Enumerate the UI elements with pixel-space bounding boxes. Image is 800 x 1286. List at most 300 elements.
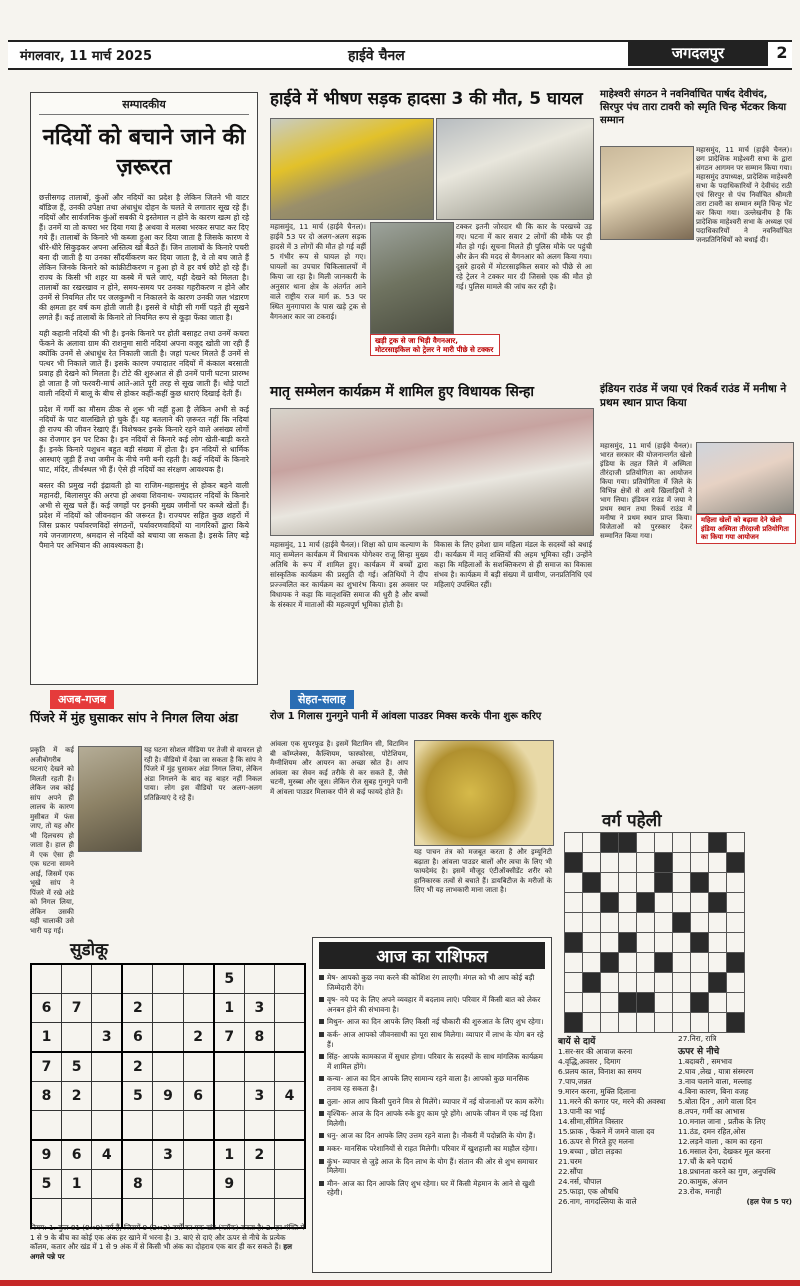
crossword-cell[interactable]: [619, 1013, 637, 1033]
crossword-cell[interactable]: [565, 953, 583, 973]
event-title: मातृ सम्मेलन कार्यक्रम में शामिल हुए विधायक सिन्हा: [270, 384, 535, 400]
sudoku-cell[interactable]: 2: [244, 1140, 274, 1170]
maheshwari-story: [600, 88, 792, 376]
crossword-cell[interactable]: [637, 913, 655, 933]
sudoku-cell[interactable]: [214, 1082, 245, 1111]
bottom-rule: [0, 1280, 800, 1286]
page-number: 2: [776, 43, 788, 62]
crossword-cell[interactable]: [673, 953, 691, 973]
crossword-clue: 24.नर्स, चौपाल: [558, 1177, 602, 1186]
sudoku-cell[interactable]: 1: [214, 1140, 245, 1170]
crossword-row: [565, 1013, 745, 1033]
sudoku-cell[interactable]: 8: [122, 1170, 153, 1199]
crossword-cell[interactable]: [655, 833, 673, 853]
crossword-cell[interactable]: [727, 893, 745, 913]
health-title: रोज 1 गिलास गुनगुने पानी में आंवला पाउडर मिक्स करके पीना शुरू करिए: [270, 711, 542, 722]
crossword-cell[interactable]: [619, 853, 637, 873]
sudoku-cell[interactable]: 8: [244, 1023, 274, 1053]
sudoku-row: [31, 994, 305, 1023]
paper-name: हाईवे चैनल: [348, 48, 405, 64]
sudoku-cell[interactable]: 9: [214, 1170, 245, 1199]
crossword-cell[interactable]: [601, 1013, 619, 1033]
sudoku-row: [31, 1023, 305, 1053]
event-photo: [270, 408, 594, 536]
crossword-cell[interactable]: [673, 993, 691, 1013]
crossword-clue: 15.फ्राक , फेंकने में जमने वाला दव: [558, 1127, 655, 1136]
crossword-clue: 3.नाव चलाने वाला, मल्लाह: [678, 1077, 752, 1086]
crossword-clue: 5.बोता दिन , आगे वाला दिन: [678, 1097, 756, 1106]
rashifal-item: मिथुन- आज का दिन आपके लिए किसी नई चौकारी की शुरुआत के लिए शुभ रहेगा।: [319, 1017, 545, 1027]
sudoku-row: [31, 1111, 305, 1141]
sudoku-cell[interactable]: 5: [31, 1170, 62, 1199]
crossword-cell[interactable]: [727, 933, 745, 953]
crossword-clue: 1.सर-सर की आवाज करना: [558, 1047, 633, 1056]
sudoku-grid: [30, 963, 306, 1229]
crossword-cell[interactable]: [637, 853, 655, 873]
crossword-cell[interactable]: [673, 833, 691, 853]
archery-story: [600, 382, 792, 682]
sudoku-cell[interactable]: 4: [274, 1082, 305, 1111]
lead-body: महासमुंद, 11 मार्च (हाईवे चैनल)। हाईवे 53 पर दो अलग-अलग सड़क हादसे में 3 लोगों की मौत हो गई वहीं 5 गंभीर रूप से घायल हो गए। घायलों का उपचार चिकित्सालयों में किया जा रहा है। मिली जानकारी के अनुसार थाना क्षेत्र के अंतर्गत आने वाले राष्ट्रीय राज मार्ग क्र. 53 पर स्थित मुनगापारा के पास खड़े ट्रक से वैगनआर कार जा टकराई।: [270, 222, 366, 321]
crossword-row: [565, 993, 745, 1013]
rashifal-item: मीन- आज का दिन आपके लिए शुभ रहेगा। घर में किसी मेहमान के आने से खुशी रहेगी।: [319, 1179, 545, 1198]
crossword-cell[interactable]: [655, 993, 673, 1013]
lead-photo-car: [370, 222, 454, 334]
sudoku-cell[interactable]: [183, 1111, 214, 1141]
crossword-cell[interactable]: [655, 893, 673, 913]
crossword-block: [655, 873, 673, 893]
crossword-clues-right: [678, 1034, 792, 1207]
crossword-block: [565, 933, 583, 953]
city-name: जगदलपुर: [628, 40, 768, 66]
sudoku-cell[interactable]: [92, 1052, 123, 1082]
crossword-clue: 4.वृद्धि,अवसर , दिमाग: [558, 1057, 621, 1066]
crossword-block: [709, 893, 727, 913]
crossword-cell[interactable]: [583, 893, 601, 913]
crossword-cell[interactable]: [691, 953, 709, 973]
crossword-cell[interactable]: [655, 933, 673, 953]
crossword-block: [637, 993, 655, 1013]
sudoku-cell[interactable]: [153, 1023, 183, 1053]
sudoku-cell[interactable]: 5: [214, 964, 245, 994]
crossword-block: [619, 833, 637, 853]
crossword-cell[interactable]: [655, 913, 673, 933]
editorial-body: छत्तीसगढ़ तालाबों, कुंओं और नदियों का प्रदेश है लेकिन जितने भी वाटर बॉडिज हैं, उनकी उपेक्षा तथा अंधाधुंध दोहन के चलते ये लगातार सूख रहे हैं। नदियों और सार्वजनिक कुंओं सबकी ये इस्तेमाल न होने के कारण खत्म हो रहे हैं। उनमें या तो कचरा भर दिया गया है अथवा वे मलबा भरकर सपाट कर दिए गये हैं। तालाबों के किनारे भी कब्जा हुआ कर दिया जाता है जिसके कारण वे धीरे-धीरे सिकुड़कर अपना अस्तित्व खो बैठते हैं। जिन तालाबों के किनारे पचरी बना दी जाती है या उनका सौंदर्यीकरण कर दिया जाता है, वे तो बच जाते हैं लेकिन जिनके किनारे को कांक्रीटीकरण न हुआ हो वे हर वर्ष छोटे हो रहे हैं। राज्य के किसी भी शहर या कस्बे में चले जाएं, यही देखने को मिलता है। तालाबों का रखरखाव न होने, समय-समय पर उनका गहरीकरण न होने और उनमें से नियमित तौर पर जलकुम्भी न निकालने के कारण उनकी जल भंडारण की क्षमता हर वर्ष कम होती जाती है। इससे वे थोड़ी सी गर्मी पड़ते ही सूखने लगते हैं। कई तालाबों के किनारे तो नियमित रूप से कूड़ा फेंका जाता है।: [39, 193, 249, 322]
crossword-clue: 11.मरने की कगार पर, मरने की अवस्था: [558, 1097, 666, 1106]
editorial-title: नदियों को बचाने जाने की ज़रूरत: [42, 125, 246, 180]
crossword-clue: 7.पाप,जन्नत: [558, 1077, 592, 1086]
crossword-cell[interactable]: [673, 893, 691, 913]
crossword-cell[interactable]: [709, 933, 727, 953]
sudoku-cell[interactable]: [183, 1170, 214, 1199]
crossword-cell[interactable]: [727, 973, 745, 993]
crossword-clue: 16.मसाल देना, देखकर मूल करना: [678, 1147, 771, 1156]
sudoku-cell[interactable]: [244, 964, 274, 994]
crossword-cell[interactable]: [565, 833, 583, 853]
rashifal-panel: [312, 937, 552, 1273]
crossword-cell[interactable]: [673, 933, 691, 953]
crossword-cell[interactable]: [709, 853, 727, 873]
crossword-clue: 8.तपन, गर्मी का आभास: [678, 1107, 745, 1116]
sudoku-cell[interactable]: [183, 1052, 214, 1082]
sudoku-cell[interactable]: [274, 1111, 305, 1141]
crossword-cell[interactable]: [601, 913, 619, 933]
sudoku-cell[interactable]: [31, 1111, 62, 1141]
bullet-icon: [319, 1159, 324, 1164]
crossword-block: [637, 893, 655, 913]
rashifal-item: सिंह- आपके कामकाज में सुधार होगा। परिवार के सदस्यों के साथ मांगलिक कार्यक्रम में शामिल होंगे।: [319, 1052, 545, 1071]
crossword-row: [565, 833, 745, 853]
sudoku-panel: [30, 937, 306, 1275]
sudoku-cell[interactable]: 9: [153, 1082, 183, 1111]
editorial-body-4: बस्तर की प्रमुख नदी इंद्रावती हो या राजिम-महासमुंद से होकर बहने वाली महानदी, बिलासपुर की अरपा हो अथवा शिवनाथ- ज्यादातर नदियों के किनारे अभी से सूख चले हैं। कई जगहों पर इनकी मुख्य जमीनों पर कब्जे खेतों हैं। प्रदेश में नदियों को जीवनदान की जरूरत है। राज्यपर सहित कुछ शहरों में जिस प्रकार पर्यावरणविदों संगठनों, पर्यावरणवादियों या नागरिकों द्वारा किये गये जनजागरण, श्रमदान से नदियों को बचाया जा सकता है। इसके लिए बड़े पैमाने पर अभियान की आवश्यकता है।: [39, 481, 249, 550]
crossword-left-heading: बायें से दायें: [558, 1037, 596, 1047]
crossword-cell[interactable]: [601, 973, 619, 993]
sudoku-cell[interactable]: [153, 1052, 183, 1082]
bullet-icon: [319, 1099, 324, 1104]
crossword-clue: 9.मारन करना, मुक्ति दिलाना: [558, 1087, 636, 1096]
crossword-row: [565, 913, 745, 933]
sudoku-cell[interactable]: [92, 1170, 123, 1199]
crossword-panel: [558, 808, 792, 1274]
maheshwari-title: माहेश्वरी संगठन ने नवनिर्वाचित पार्षद देवीचंद, सिरपुर पंच तारा टावरी को स्मृति चिन्ह भेंटकर किया सम्मान: [600, 89, 787, 126]
ajab-gajab-story: [30, 690, 262, 935]
bullet-icon: [319, 1133, 324, 1138]
crossword-block: [601, 953, 619, 973]
lead-body-2: टक्कर इतनी जोरदार थी कि कार के परखच्चे उड़ गए। घटना में कार सवार 2 लोगों की मौके पर ही मौत हो गई। सूचना मिलते ही पुलिस मौके पर पहुंची और क्रेन की मदद से वैगनआर को अलग किया गया। दूसरे हादसे में मोटरसाइकिल सवार को पीछे से आ रहे ट्रेलर ने टक्कर मार दी जिससे एक की मौत हो गई। पुलिस मामले की जांच कर रही है।: [456, 222, 592, 291]
crossword-cell[interactable]: [637, 833, 655, 853]
crossword-block: [691, 993, 709, 1013]
sudoku-cell[interactable]: 6: [122, 1023, 153, 1053]
sudoku-title: सुडोकू: [70, 940, 109, 960]
sudoku-cell[interactable]: [122, 1111, 153, 1141]
crossword-cell[interactable]: [583, 933, 601, 953]
lead-caption: खड़ी ट्रक से जा भिड़ी वैगनआर, मोटरसाइकिल को ट्रेलर ने मारी पीछे से टक्कर: [370, 334, 500, 356]
crossword-clue: 19.बच्चा , छोटा लड़का: [558, 1147, 623, 1156]
crossword-cell[interactable]: [637, 933, 655, 953]
crossword-clue: 2.घाव ,लेख , यात्रा संस्मरण: [678, 1067, 754, 1076]
sudoku-cell[interactable]: [274, 1140, 305, 1170]
sudoku-cell[interactable]: [153, 964, 183, 994]
sudoku-cell[interactable]: 5: [122, 1082, 153, 1111]
bullet-icon: [319, 1032, 324, 1037]
sudoku-cell[interactable]: [92, 994, 123, 1023]
crossword-cell[interactable]: [565, 973, 583, 993]
crossword-cell[interactable]: [583, 853, 601, 873]
ajab-gajab-tag: अजब-गजब: [50, 690, 114, 709]
crossword-clue: 14.सीमा,सीमित विस्तार: [558, 1117, 624, 1126]
crossword-block: [691, 873, 709, 893]
ajab-gajab-title: पिंजरे में मुंह घुसाकर सांप ने निगल लिया अंडा: [30, 710, 239, 725]
sudoku-row: [31, 1170, 305, 1199]
crossword-row: [565, 873, 745, 893]
crossword-cell[interactable]: [583, 953, 601, 973]
sudoku-cell[interactable]: 3: [153, 1140, 183, 1170]
rashifal-item: कन्या- आज का दिन आपके लिए सामान्य रहने वाला है। आपको कुछ मानसिक तनाव रह सकता है।: [319, 1074, 545, 1093]
sudoku-cell[interactable]: [92, 1111, 123, 1141]
bullet-icon: [319, 1054, 324, 1059]
bullet-icon: [319, 1146, 324, 1151]
sudoku-cell[interactable]: 1: [31, 1023, 62, 1053]
health-photo: [414, 740, 554, 846]
crossword-cell[interactable]: [709, 873, 727, 893]
crossword-title: वर्ग पहेली: [602, 811, 662, 831]
crossword-block: [727, 853, 745, 873]
crossword-row: [565, 933, 745, 953]
sudoku-cell[interactable]: [122, 964, 153, 994]
crossword-cell[interactable]: [691, 853, 709, 873]
crossword-cell[interactable]: [583, 1013, 601, 1033]
sudoku-row: [31, 1082, 305, 1111]
sudoku-rules: नियम: 1. कुल 81 (9×9) वर्ग हैं, जिसमें 9 (3×3) वर्गों का एक खंड (ब्लॉक) बनता है। 2. हर पंक्ति में 1 से 9 के बीच का कोई एक अंक हर खाने में भरना है। 3. बाएं से दाएं और ऊपर से नीचे के प्रत्येक कॉलम, कतार और खंड में 1 से 9 अंक में से किसी भी अंक का दोहराव एक बार ही कर सकते हैं।: [30, 1223, 305, 1251]
crossword-cell[interactable]: [673, 973, 691, 993]
health-body: आंवला एक सुपरफूड है। इसमें विटामिन सी, विटामिन बी कॉम्प्लेक्स, कैल्शियम, फास्फोरस, पोटेशियम, मैग्नीशियम और आयरन का अच्छा स्रोत है। आप आंवला का सेवन कई तरीके से कर सकते हैं, जैसे चटनी, मुरब्बा और जूस। लेकिन रोज सुबह गुनगुने पानी में आंवला पाउडर मिलाकर पीने से कई फायदे होते हैं।: [270, 740, 408, 796]
crossword-cell[interactable]: [727, 913, 745, 933]
crossword-cell[interactable]: [691, 833, 709, 853]
sudoku-cell[interactable]: 6: [62, 1140, 92, 1170]
sudoku-cell[interactable]: 2: [122, 994, 153, 1023]
crossword-cell[interactable]: [565, 893, 583, 913]
crossword-block: [655, 853, 673, 873]
sudoku-cell[interactable]: 2: [122, 1052, 153, 1082]
lead-photo-crane: [270, 118, 434, 220]
crossword-cell[interactable]: [709, 913, 727, 933]
editorial-body-2: यही कहानी नदियों की भी है। इनके किनारे पर होती बसाहट तथा उनमें कचरा फेंकने के अलावा ग्राम की राशनुमा सारी नदियां अपना वजूद खोती जा रही हैं क्योंकि उनमें से अंधाधुंध रेत निकाली जाती है। जहां पत्थर मिलते हैं उनमें से पत्थर भी निकाले जाते हैं। इसके कारण ज्यादातर नदियों में कंकाल बरसाती प्रवाह ही देखने को मिलता है। टोटे की शुरुआत से ही उनमें पानी घटना प्रारम्भ हो जाता है जो फरवरी-मार्च आते-आते पूरी तरह से सूख जाती हैं। थोड़े पाटों वाली नदियों में बालू के बीच से होकर कहीं-कहीं कुछ धाराएं दिखाई देती हैं।: [39, 329, 249, 398]
event-body-2: विकास के लिए हमेशा ग्राम महिला मंडल के सदस्यों को बधाई दी। कार्यक्रम में मातृ शक्तियों की अहम भूमिका रही। उन्होंने कहा कि महिलाओं के सशक्तिकरण से ही समाज का विकास संभव है। कार्यक्रम में बड़ी संख्या में ग्रामीण, जनप्रतिनिधि एवं महिलाएं उपस्थित रहीं।: [434, 540, 592, 589]
sudoku-cell[interactable]: 3: [92, 1023, 123, 1053]
crossword-clue: 13.पानी का भाई: [558, 1107, 605, 1116]
sudoku-rules-tail: हल अगले पन्ने पर: [30, 1242, 292, 1261]
rashifal-item: मकर- मानसिक परेशानियों से राहत मिलेगी। परिवार में खुशहाली का माहौल रहेगा।: [319, 1144, 545, 1154]
crossword-cell[interactable]: [601, 933, 619, 953]
crossword-cell[interactable]: [565, 993, 583, 1013]
crossword-cell[interactable]: [727, 993, 745, 1013]
crossword-right-heading: ऊपर से नीचे: [678, 1047, 720, 1057]
crossword-block: [601, 893, 619, 913]
crossword-clue: 21.चरम: [558, 1157, 582, 1166]
sudoku-cell[interactable]: 6: [31, 994, 62, 1023]
crossword-cell[interactable]: [583, 993, 601, 1013]
health-body-2: यह पाचन तंत्र को मजबूत करता है और इम्यूनिटी बढ़ाता है। आंवला पाउडर बालों और त्वचा के लिए भी फायदेमंद है। इसमें मौजूद एंटीऑक्सीडेंट शरीर को हानिकारक तत्वों से बचाते हैं। डायबिटीज के मरीजों के लिए भी यह लाभकारी माना जाता है।: [414, 848, 552, 894]
crossword-clue: 17.चौं के बने पदार्थ: [678, 1157, 733, 1166]
crossword-block: [691, 933, 709, 953]
crossword-block: [709, 973, 727, 993]
sudoku-cell[interactable]: [153, 1170, 183, 1199]
sudoku-cell[interactable]: 3: [244, 1082, 274, 1111]
sudoku-cell[interactable]: [183, 1140, 214, 1170]
sudoku-cell[interactable]: 2: [183, 1023, 214, 1053]
crossword-cell[interactable]: [619, 953, 637, 973]
crossword-cell[interactable]: [637, 953, 655, 973]
bullet-icon: [319, 1181, 324, 1186]
crossword-clue: 18.प्रधानता करने का गुण, अनुपस्थि: [678, 1167, 776, 1176]
health-tag: सेहत-सलाह: [290, 690, 354, 709]
crossword-cell[interactable]: [691, 913, 709, 933]
crossword-row: [565, 973, 745, 993]
crossword-block: [673, 913, 691, 933]
sudoku-cell[interactable]: [244, 1170, 274, 1199]
crossword-left-list: [558, 1047, 674, 1207]
crossword-block: [727, 953, 745, 973]
maheshwari-photo: [600, 146, 694, 240]
crossword-cell[interactable]: [655, 1013, 673, 1033]
sudoku-cell[interactable]: 7: [214, 1023, 245, 1053]
crossword-cell[interactable]: [637, 873, 655, 893]
crossword-row: [565, 853, 745, 873]
sudoku-cell[interactable]: [274, 964, 305, 994]
sudoku-cell[interactable]: 4: [92, 1140, 123, 1170]
crossword-cell[interactable]: [673, 1013, 691, 1033]
crossword-clue: 10.मनाल जाना , प्रतीक के लिए: [678, 1117, 766, 1126]
crossword-clues-left: [558, 1034, 674, 1207]
editorial-body-3: प्रदेश में गर्मी का मौसम ठीक से शुरू भी नहीं हुआ है लेकिन अभी से कई नदियों के पाट वालखिले हो चुके हैं। यह बतलाने की ज़रूरत नहीं कि नदियां ही राज्य की जीवन रेखाएं हैं। विशेषकर इनके किनारे रहने वाले असंख्य लोगों का रोजगार इन पर टिका है। इन नदियों से किनारे कई लोग खेती-बाड़ी करते हैं। इनके किनारे पशुधन बहुत बड़ी संख्या में होता है। इन नदियों से धार्मिक आस्थाएं जुड़ी हैं तथा जमीन के नीचे नमी बनी रहती है। कई नदियों के किनारे घाट, मंदिर, तीर्थस्थल भी हैं। ऐसे ही नदियों का संरक्षण आवश्यक है।: [39, 405, 249, 474]
crossword-cell[interactable]: [601, 993, 619, 1013]
bullet-icon: [319, 1019, 324, 1024]
sudoku-cell[interactable]: [92, 1082, 123, 1111]
crossword-cell[interactable]: [637, 1013, 655, 1033]
crossword-cell[interactable]: [601, 853, 619, 873]
crossword-block: [583, 873, 601, 893]
lead-photo-truck: [436, 118, 594, 220]
sudoku-cell[interactable]: [62, 964, 92, 994]
sudoku-cell[interactable]: [274, 1052, 305, 1082]
crossword-cell[interactable]: [583, 913, 601, 933]
sudoku-cell[interactable]: 8: [31, 1082, 62, 1111]
crossword-clue: 16.ऊपर से गिरते हुए मलना: [558, 1137, 634, 1146]
sudoku-cell[interactable]: 1: [214, 994, 245, 1023]
health-story: [270, 690, 552, 930]
sudoku-cell[interactable]: [244, 1111, 274, 1141]
crossword-block: [619, 993, 637, 1013]
sudoku-cell[interactable]: [183, 994, 214, 1023]
sudoku-rules-block: [30, 1223, 306, 1261]
sudoku-cell[interactable]: [214, 1052, 245, 1082]
sudoku-row: [31, 1140, 305, 1170]
sudoku-cell[interactable]: [153, 1111, 183, 1141]
issue-date: मंगलवार, 11 मार्च 2025: [20, 49, 153, 64]
crossword-cell[interactable]: [619, 893, 637, 913]
crossword-cell[interactable]: [565, 913, 583, 933]
crossword-clue: 4.बिना कारण, बिना वजह: [678, 1087, 749, 1096]
editorial-section-label: सम्पादकीय: [39, 97, 249, 115]
crossword-block: [619, 933, 637, 953]
crossword-block: [565, 1013, 583, 1033]
crossword-cell[interactable]: [727, 833, 745, 853]
rashifal-title: आज का राशिफल: [319, 942, 545, 969]
sudoku-cell[interactable]: 2: [62, 1082, 92, 1111]
crossword-cell[interactable]: [619, 873, 637, 893]
event-story: [270, 382, 592, 682]
ajab-gajab-photo: [78, 746, 142, 852]
crossword-note: (हल पेज 5 पर): [746, 1197, 792, 1206]
sudoku-cell[interactable]: [31, 964, 62, 994]
archery-caption: महिला खेलों को बढ़ावा देने खेलो इंडिया अस्मिता तीरंदाजी प्रतियोगिता का किया गया आयोजन: [696, 514, 796, 544]
crossword-clue: 1.बदाबरी , समभाव: [678, 1057, 732, 1066]
crossword-clue: 20.कामुक, अंजन: [678, 1177, 728, 1186]
crossword-cell[interactable]: [601, 873, 619, 893]
archery-photo: [696, 442, 794, 514]
editorial-box: [30, 92, 258, 685]
crossword-block: [655, 953, 673, 973]
crossword-cell[interactable]: [655, 973, 673, 993]
rashifal-item: कुंभ- व्यापार से जुड़े आज के दिन लाभ के योग हैं। संतान की ओर से शुभ समाचार मिलेगा।: [319, 1157, 545, 1176]
sudoku-cell[interactable]: [274, 1023, 305, 1053]
rashifal-item: वृश्चिक- आज के दिन आपके रुके हुए काम पूरे होंगे। आपके जीवन में एक नई दिशा मिलेगी।: [319, 1109, 545, 1128]
sudoku-cell[interactable]: 7: [62, 994, 92, 1023]
ajab-gajab-body-2: यह घटना सोशल मीडिया पर तेजी से वायरल हो रही है। वीडियो में देखा जा सकता है कि सांप ने पिंजरे में मुंह घुसाकर अंडा निगल लिया, लेकिन अंडा निगलने के बाद वह बाहर नहीं निकल पाया। लोग इस वीडियो पर अलग-अलग प्रतिक्रियाएं दे रहे हैं।: [144, 746, 262, 802]
crossword-clue: 23.रोक, मनाही: [678, 1187, 722, 1196]
crossword-block: [709, 833, 727, 853]
crossword-cell[interactable]: [727, 873, 745, 893]
crossword-cell[interactable]: [619, 973, 637, 993]
crossword-clue: 12.लड़ने वाला , काम का रहना: [678, 1137, 763, 1146]
crossword-cell[interactable]: [691, 1013, 709, 1033]
crossword-cell[interactable]: [709, 993, 727, 1013]
rashifal-list: [319, 973, 545, 1198]
sudoku-cell[interactable]: [62, 1111, 92, 1141]
crossword-cell[interactable]: [583, 833, 601, 853]
crossword-block: [727, 1013, 745, 1033]
maheshwari-body: महासमुंद, 11 मार्च (हाईवे चैनल)। छग प्रादेशिक माहेश्वरी सभा के द्वारा संगठन आगमन पर सम्मान किया गया। महासमुंद उपाध्यक्ष, प्रादेशिक माहेश्वरी सभा के पदाधिकारियों ने देवीचंद राठी एवं सिरपुर से पंच निर्वाचित श्रीमती तारा टावरी का सम्मान स्मृति चिन्ह भेंट कर किया गया। उल्लेखनीय है कि प्रादेशिक माहेश्वरी सभा के अध्यक्ष एवं पदाधिकारियों ने नवनिर्वाचित जनप्रतिनिधियों को बधाई दी।: [696, 146, 792, 244]
archery-title: इंडियन राउंड में जया एवं रिकर्व राउंड में मनीषा ने प्रथम स्थान प्राप्त किया: [600, 383, 787, 409]
sudoku-cell[interactable]: [244, 1052, 274, 1082]
sudoku-row: [31, 1052, 305, 1082]
crossword-grid: [564, 832, 745, 1033]
crossword-right-pre: 27.निरा, रात्रि: [678, 1034, 717, 1043]
crossword-cell[interactable]: [709, 953, 727, 973]
sudoku-cell[interactable]: 1: [62, 1170, 92, 1199]
crossword-cell[interactable]: [619, 913, 637, 933]
sudoku-cell[interactable]: [274, 994, 305, 1023]
crossword-block: [565, 853, 583, 873]
crossword-cell[interactable]: [691, 893, 709, 913]
sudoku-cell[interactable]: 7: [31, 1052, 62, 1082]
crossword-cell[interactable]: [673, 853, 691, 873]
crossword-clue: 26.नाग, नागदल्लिया के वाले: [558, 1197, 637, 1206]
crossword-cell[interactable]: [673, 873, 691, 893]
bullet-icon: [319, 975, 324, 980]
crossword-cell[interactable]: [637, 973, 655, 993]
sudoku-cell[interactable]: 3: [244, 994, 274, 1023]
rashifal-item: तुला- आज आप किसी पुराने मित्र से मिलेंगे। व्यापार में नई योजनाओं पर काम करेंगे।: [319, 1097, 545, 1107]
sudoku-cell[interactable]: [274, 1170, 305, 1199]
sudoku-cell[interactable]: 6: [183, 1082, 214, 1111]
sudoku-cell[interactable]: 5: [62, 1052, 92, 1082]
crossword-clue: 25.फाड़ा, एक औषधि: [558, 1187, 619, 1196]
crossword-block: [583, 973, 601, 993]
crossword-clue: 6.प्रलय काल, विनाश का समय: [558, 1067, 642, 1076]
sudoku-cell[interactable]: [214, 1111, 245, 1141]
sudoku-cell[interactable]: [183, 964, 214, 994]
sudoku-cell[interactable]: 9: [31, 1140, 62, 1170]
lead-title: हाईवे में भीषण सड़क हादसा 3 की मौत, 5 घायल: [270, 89, 583, 109]
bullet-icon: [319, 997, 324, 1002]
masthead: [8, 6, 792, 72]
sudoku-cell[interactable]: [122, 1140, 153, 1170]
rashifal-item: कर्क- आज आपको जीवनसाथी का पूरा साथ मिलेगा। व्यापार में लाभ के योग बन रहे हैं।: [319, 1030, 545, 1049]
sudoku-cell[interactable]: [62, 1023, 92, 1053]
rashifal-item: वृष- नये पद के लिए अपने व्यवहार में बदलाव लाएं। परिवार में किसी बात को लेकर अनबन होने की संभावना है।: [319, 995, 545, 1014]
sudoku-cell[interactable]: [153, 994, 183, 1023]
sudoku-row: [31, 964, 305, 994]
crossword-block: [601, 833, 619, 853]
crossword-cell[interactable]: [691, 973, 709, 993]
lead-story: [270, 88, 592, 376]
sudoku-cell[interactable]: [92, 964, 123, 994]
crossword-cell[interactable]: [709, 1013, 727, 1033]
crossword-right-list: [678, 1057, 792, 1197]
crossword-cell[interactable]: [565, 873, 583, 893]
